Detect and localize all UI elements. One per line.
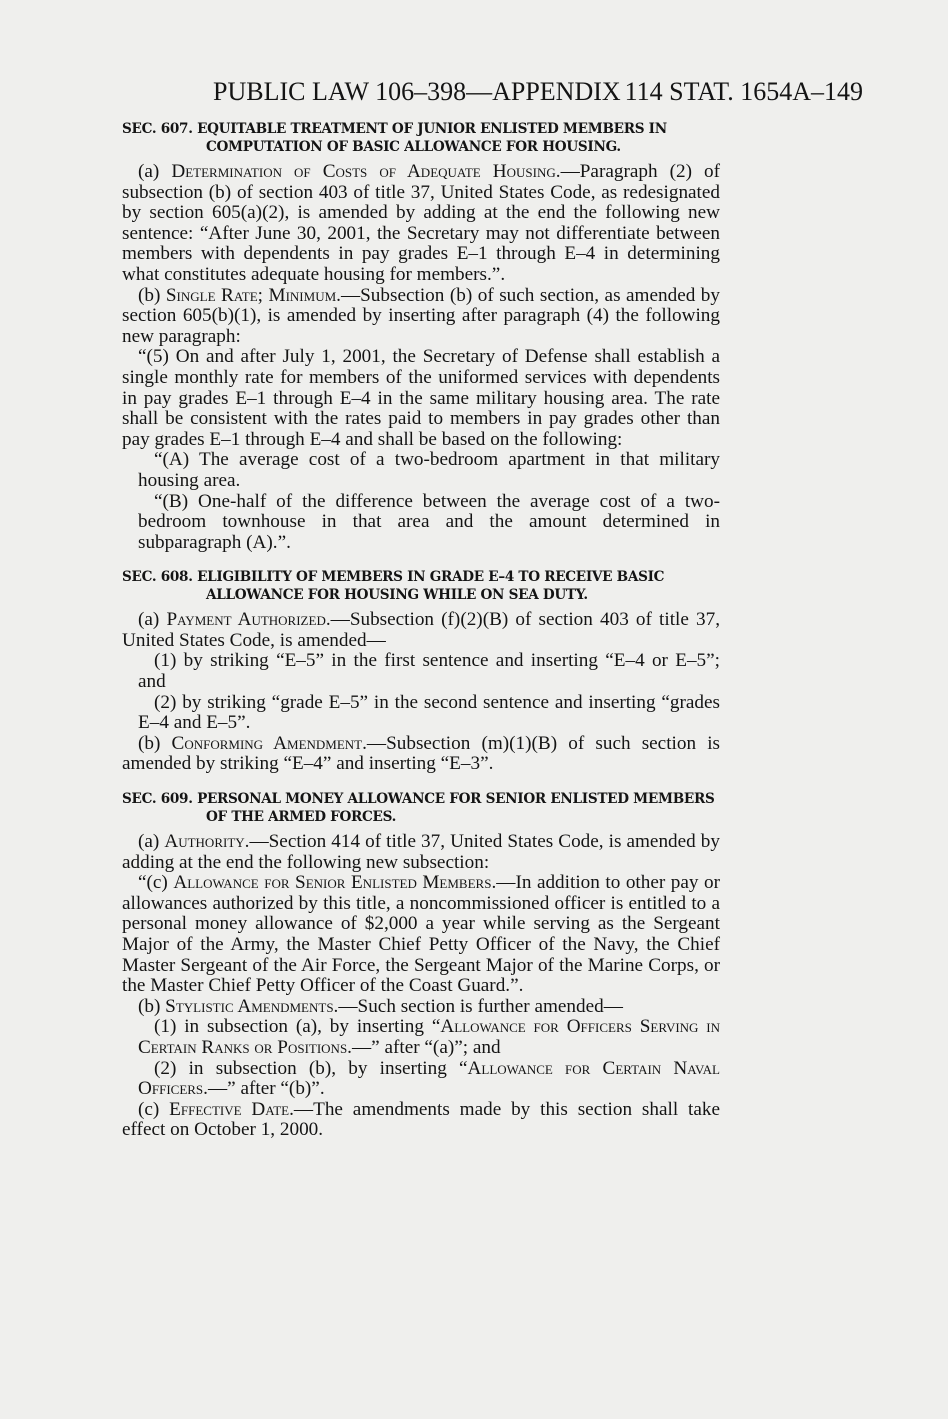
- document-body: [122, 120, 720, 1141]
- subsection-a: (a) Authority.—Section 414 of title 37, United States Code, is amended by adding at the end the following new subsection:: [122, 831, 720, 873]
- running-head: [213, 75, 863, 109]
- section-heading: SEC. 607. EQUITABLE TREATMENT OF JUNIOR ENLISTED MEMBERS IN COMPUTATION OF BASIC ALLOWANCE FOR HOUSING.: [122, 121, 667, 155]
- section-heading: SEC. 608. ELIGIBILITY OF MEMBERS IN GRADE E–4 TO RECEIVE BASIC ALLOWANCE FOR HOUSING WHILE ON SEA DUTY.: [122, 569, 665, 604]
- subsection-title: Stylistic Amendments: [165, 995, 334, 1017]
- subsection-title: Effective Date: [169, 1098, 290, 1120]
- subsection-title: Payment Authorized: [166, 609, 326, 631]
- subsection-title: Conforming Amendment: [171, 732, 363, 754]
- paragraph-1: (1) in subsection (a), by inserting “Allowance for Officers Serving in Certain Ranks or Positions.—” after “(a)”; and: [138, 1016, 721, 1058]
- statute-citation: 114 STAT. 1654A–149: [624, 77, 863, 106]
- subsection-c: (c) Effective Date.—The amendments made by this section shall take effect on October 1, 2000.: [122, 1098, 721, 1141]
- subsection-b: (b) Stylistic Amendments.—Such section is further amended—: [138, 995, 623, 1017]
- paragraph-1: (1) by striking “E–5” in the first sentence and inserting “E–4 or E–5”; and: [138, 650, 720, 693]
- subsection-a: (a) Determination of Costs of Adequate Housing.—Paragraph (2) of subsection (b) of section 403 of title 37, United States Code, as redesignated by section 605(a)(2), is amended by adding at the end the following new sentence: “After June 30, 2001, the Secretary may not differentiate between members with dependents in pay grades E–1 through E–4 in determining what constitutes adequate housing for members.”.: [122, 161, 721, 285]
- section-heading: SEC. 609. PERSONAL MONEY ALLOWANCE FOR SENIOR ENLISTED MEMBERS OF THE ARMED FORCES.: [122, 791, 715, 826]
- paragraph-2: (2) by striking “grade E–5” in the second sentence and inserting “grades E–4 and E–5”.: [138, 691, 720, 734]
- quoted-subsection-c: “(c) Allowance for Senior Enlisted Members.—In addition to other pay or allowances authorized by this title, a noncommissioned officer is entitled to a personal money allowance of $2,000 a year while serving as the Sergeant Major of the Army, the Master Chief Petty Officer of the Navy, the Chief Master Sergeant of the Air Force, the Sergeant Major of the Marine Corps, or the Master Chief Petty Officer of the Coast Guard.”.: [122, 872, 720, 997]
- running-head-title: PUBLIC LAW 106–398—APPENDIX: [213, 77, 621, 106]
- subsection-title: Authority: [164, 831, 245, 853]
- quoted-paragraph-5: “(5) On and after July 1, 2001, the Secretary of Defense shall establish a single monthly rate for members of the uniformed services with dependents in pay grades E–1 through E–4 in the same military housing area. The rate shall be consistent with the rates paid to members in pay grades other than pay grades E–1 through E–4 and shall be based on the following:: [122, 346, 720, 450]
- subsection-a: (a) Payment Authorized.—Subsection (f)(2)(B) of section 403 of title 37, United States Code, is amended—: [122, 609, 720, 651]
- subparagraph-b: “(B) One-half of the difference between the average cost of a two-bedroom townhouse in that area and the amount determined in subparagraph (A).”.: [138, 490, 720, 553]
- subparagraph-a: “(A) The average cost of a two-bedroom apartment in that military housing area.: [138, 449, 720, 491]
- paragraph-2: (2) in subsection (b), by inserting “Allowance for Certain Naval Officers.—” after “(b)”.: [138, 1057, 720, 1100]
- subsection-title: Single Rate; Minimum: [165, 284, 337, 306]
- subsection-b: (b) Single Rate; Minimum.—Subsection (b) of such section, as amended by section 605(b)(1), is amended by inserting after paragraph (4) the following new paragraph:: [122, 284, 720, 347]
- subsection-title: Allowance for Senior Enlisted Members: [173, 872, 492, 894]
- subsection-b: (b) Conforming Amendment.—Subsection (m)(1)(B) of such section is amended by striking “E–4” and inserting “E–3”.: [122, 732, 720, 775]
- subsection-title: Determination of Costs of Adequate Housing: [171, 161, 556, 182]
